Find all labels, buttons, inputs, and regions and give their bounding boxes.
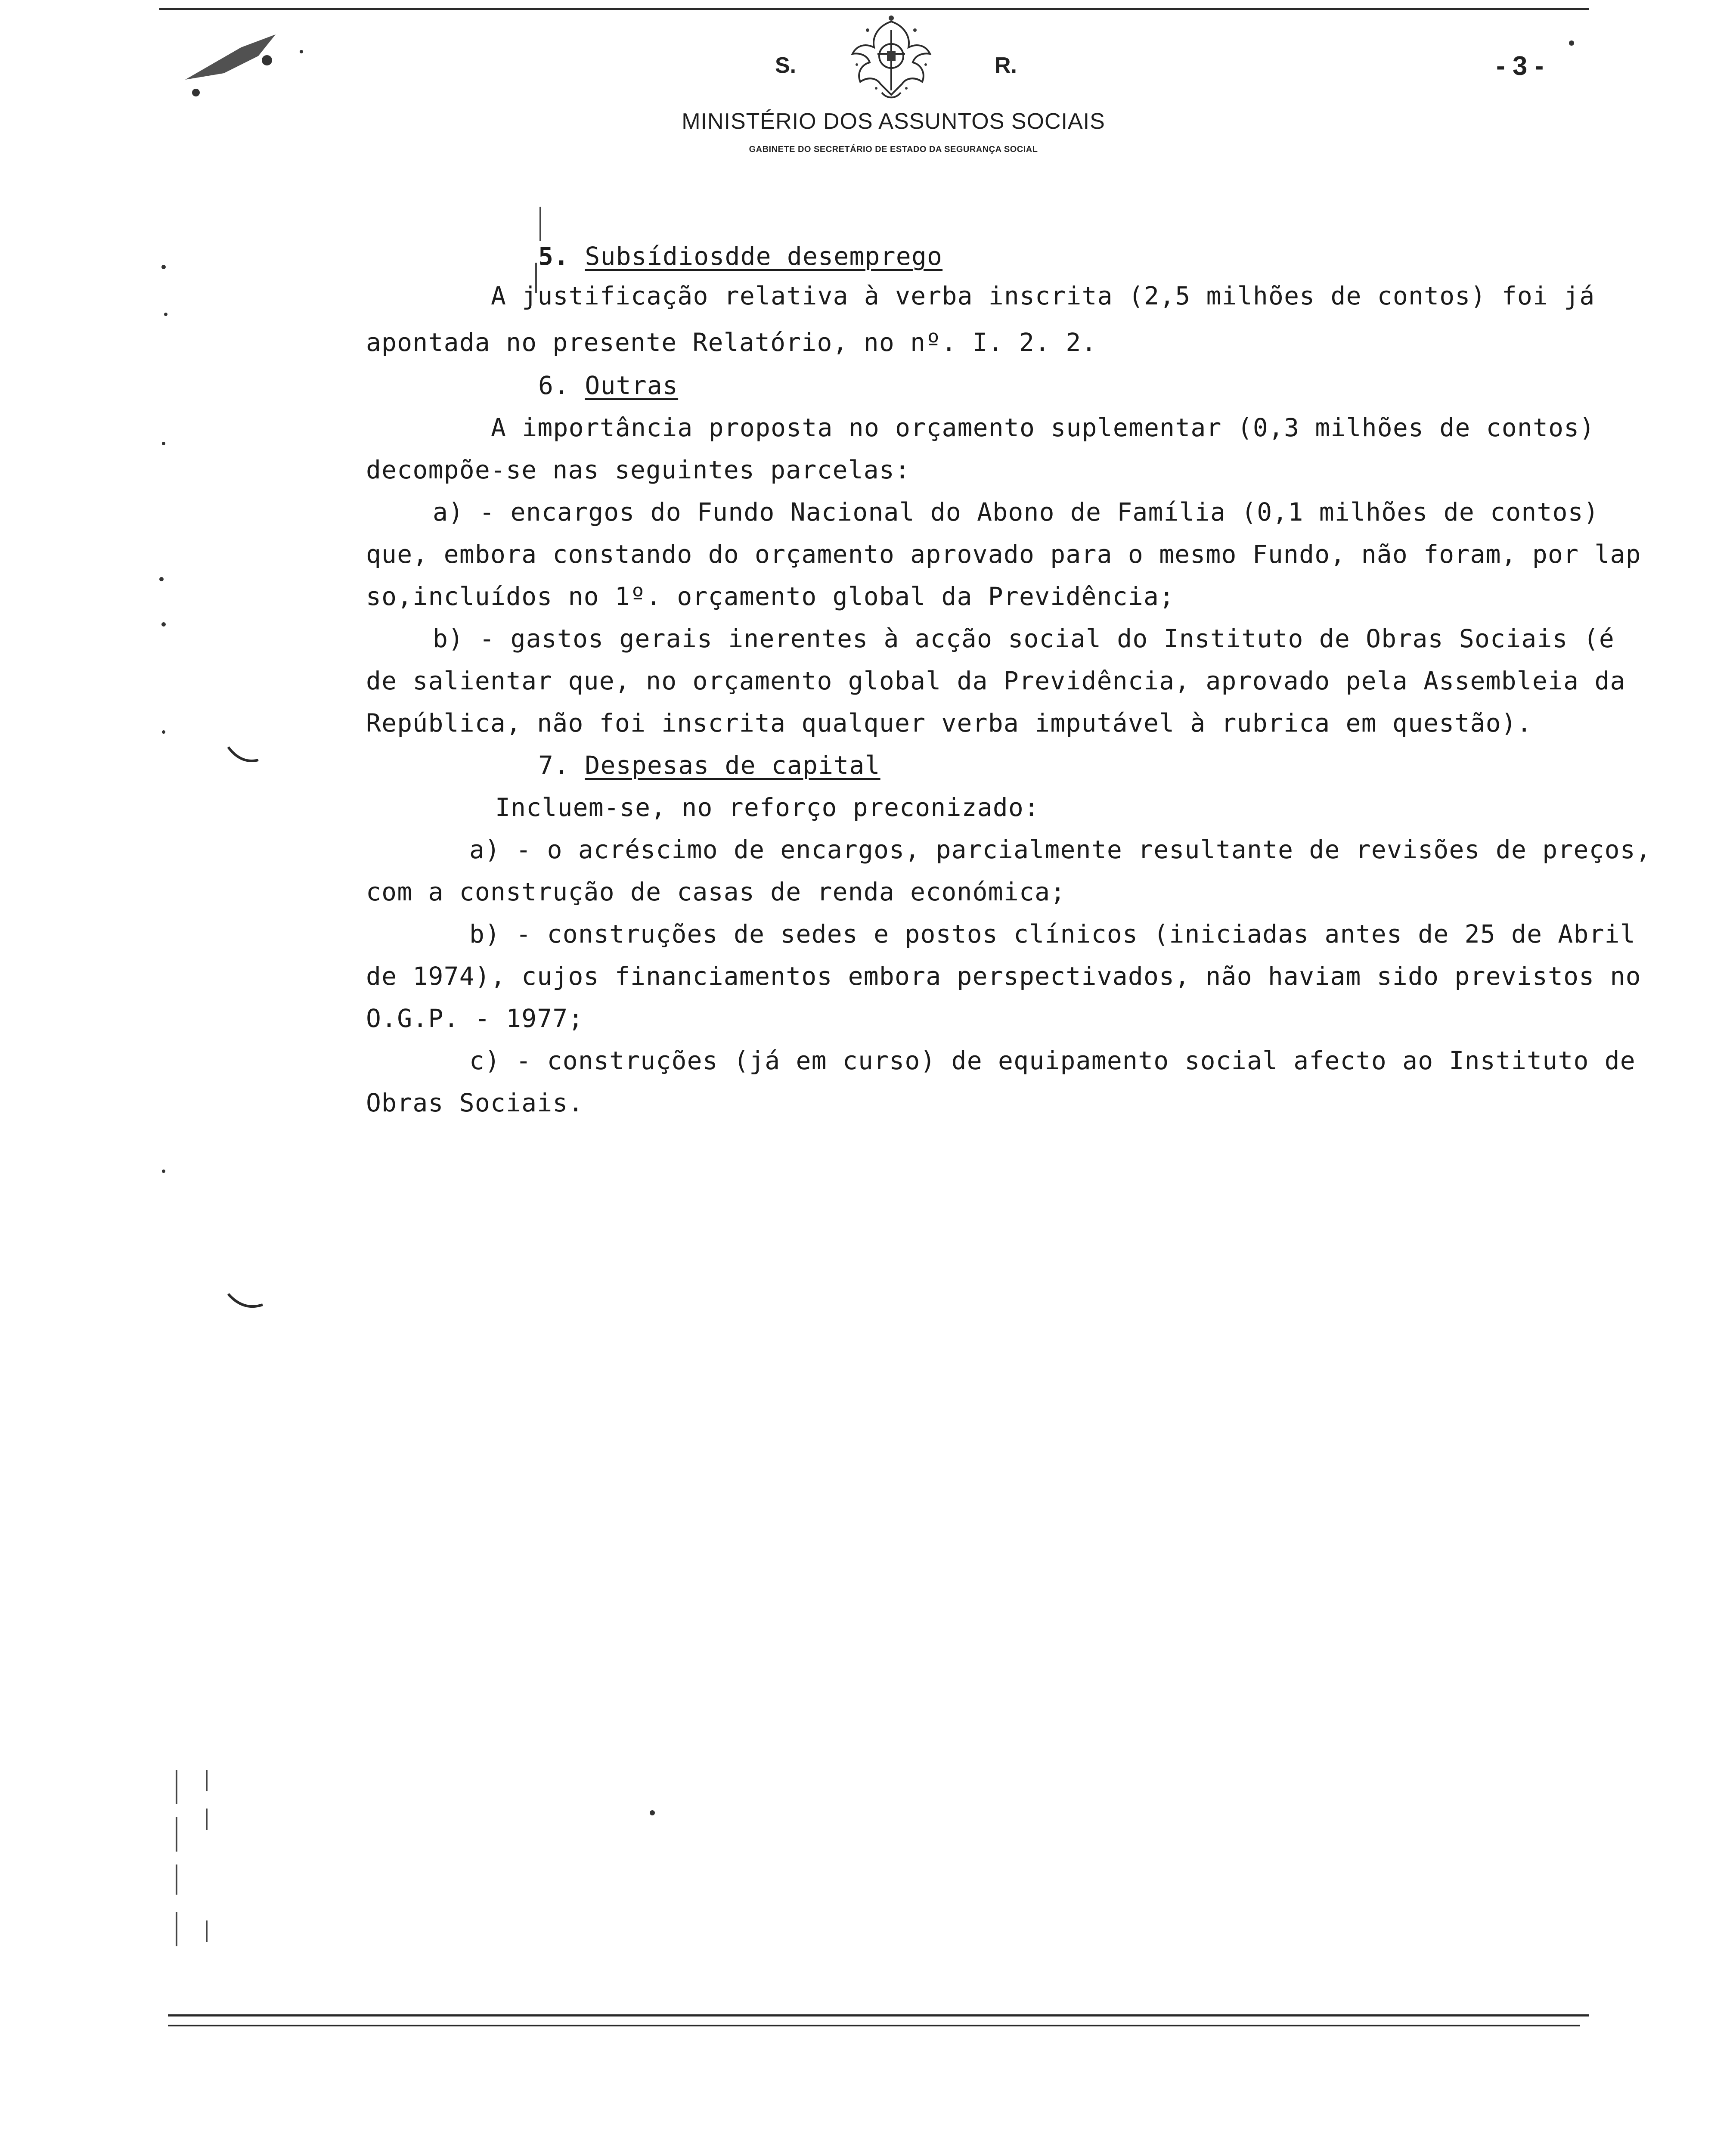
paragraph-line: A justificação relativa à verba inscrita (2,5 milhões de contos) foi já — [491, 281, 1595, 310]
letterhead — [646, 13, 1141, 159]
paragraph-line: com a construção de casas de renda económica; — [366, 877, 1066, 906]
paragraph-line: decompõe-se nas seguintes parcelas: — [366, 455, 911, 484]
ministry-name: MINISTÉRIO DOS ASSUNTOS SOCIAIS — [682, 109, 1105, 134]
office-name: GABINETE DO SECRETÁRIO DE ESTADO DA SEGURANÇA SOCIAL — [749, 145, 1038, 154]
section-7-heading — [538, 750, 880, 780]
list-item-a: a) - encargos do Fundo Nacional do Abono de Família (0,1 milhões de contos) — [433, 497, 1599, 527]
top-rule — [159, 8, 1589, 10]
section-title: Outras — [585, 371, 679, 400]
paragraph-line: so,incluídos no 1º. orçamento global da Previdência; — [366, 582, 1175, 611]
list-item-c: c) - construções (já em curso) de equipamento social afecto ao Instituto de — [469, 1046, 1636, 1075]
list-item-b: b) - construções de sedes e postos clínicos (iniciadas antes de 25 de Abril — [469, 919, 1636, 949]
paragraph-line: República, não foi inscrita qualquer verba imputável à rubrica em questão). — [366, 708, 1532, 738]
paragraph-line: de salientar que, no orçamento global da Previdência, aprovado pela Assembleia da — [366, 666, 1626, 695]
page-number: - 3 - — [1496, 51, 1544, 81]
letterhead-left-initial: S. — [775, 53, 797, 78]
paragraph-line: que, embora constando do orçamento aprovado para o mesmo Fundo, não foram, por lap — [366, 540, 1641, 569]
section-5-heading — [538, 241, 942, 271]
section-title: Despesas de capital — [585, 751, 880, 780]
list-item-b: b) - gastos gerais inerentes à acção social do Instituto de Obras Sociais (é — [433, 624, 1615, 653]
paragraph-line: Obras Sociais. — [366, 1088, 584, 1117]
section-title: Subsídiosdde desemprego — [585, 242, 943, 271]
paragraph-line: A importância proposta no orçamento suplementar (0,3 milhões de contos) — [491, 413, 1595, 442]
bottom-rule — [168, 2014, 1589, 2016]
section-number: 5. — [538, 242, 570, 271]
letterhead-right-initial: R. — [995, 53, 1017, 78]
section-number: 7. — [538, 751, 570, 780]
paragraph-line: Incluem-se, no reforço preconizado: — [495, 793, 1040, 822]
paragraph-line: apontada no presente Relatório, no nº. I. 2. 2. — [366, 328, 1097, 357]
paragraph-line: de 1974), cujos financiamentos embora perspectivados, não haviam sido previstos no — [366, 962, 1641, 991]
paragraph-line: O.G.P. - 1977; — [366, 1004, 584, 1033]
section-6-heading — [538, 370, 678, 400]
section-number: 6. — [538, 371, 570, 400]
coat-of-arms-icon — [827, 13, 956, 103]
list-item-a: a) - o acréscimo de encargos, parcialmente resultante de revisões de preços, — [469, 835, 1652, 864]
bottom-rule — [168, 2025, 1580, 2026]
